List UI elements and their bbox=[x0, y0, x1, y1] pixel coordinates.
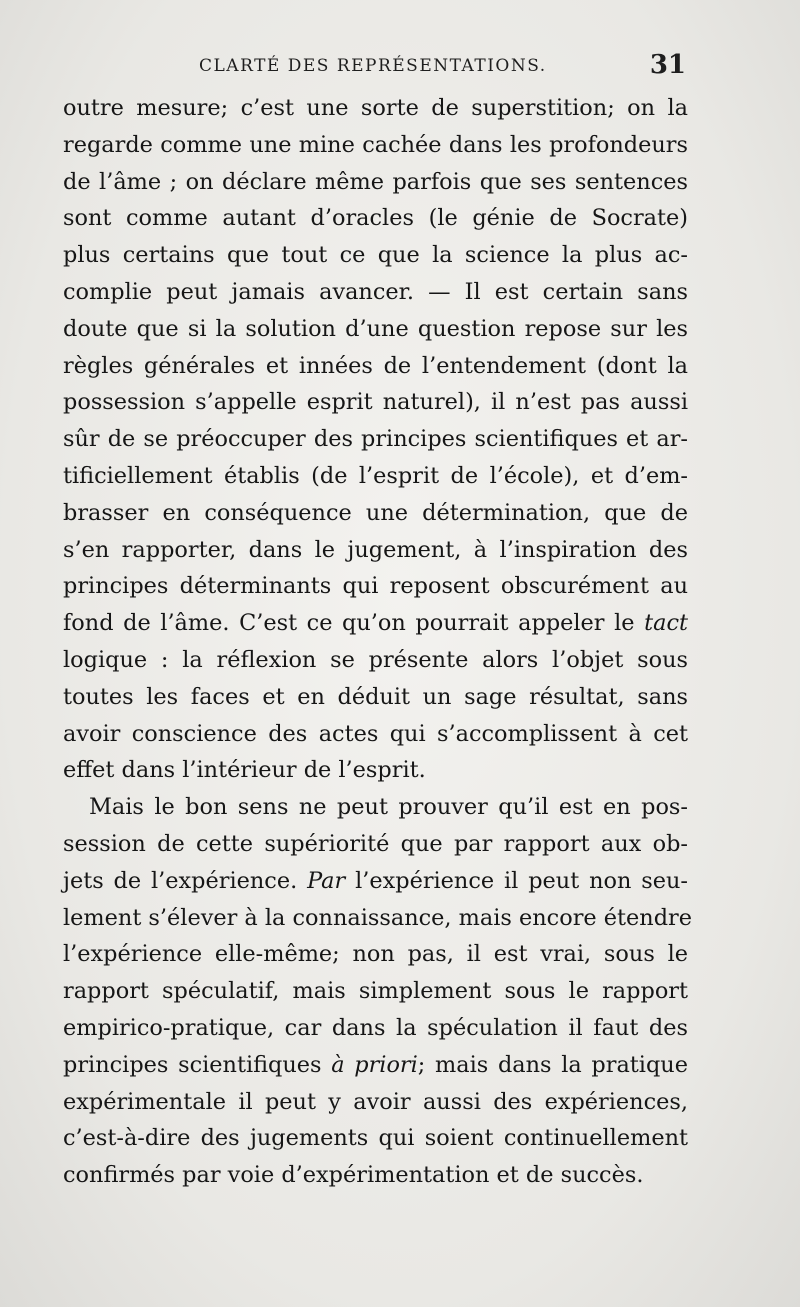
text-line: possession s’appelle esprit naturel), il n’est pas aussi bbox=[63, 389, 688, 416]
text-line: règles générales et innées de l’entendement (dont la bbox=[63, 352, 688, 379]
text-segment: principes scientifiques bbox=[63, 1051, 332, 1078]
text-line: lement s’élever à la connaissance, mais encore étendre bbox=[63, 904, 692, 931]
text-segment: fond de l’âme. C’est ce qu’on pourrait appeler le bbox=[63, 610, 645, 637]
text-line-last: confirmés par voie d’expérimentation et de succès. bbox=[63, 1162, 644, 1189]
text-line: plus certains que tout ce que la science la plus ac- bbox=[63, 242, 688, 269]
text-line: brasser en conséquence une détermination, que de bbox=[63, 499, 688, 526]
text-line: l’expérience elle-même; non pas, il est vrai, sous le bbox=[63, 941, 688, 968]
text-line: complie peut jamais avancer. — Il est certain sans bbox=[63, 278, 688, 305]
text-segment: ; mais dans la pratique bbox=[417, 1051, 688, 1078]
italic-term: à priori bbox=[331, 1051, 418, 1078]
text-line: principes déterminants qui reposent obscurément au bbox=[63, 573, 688, 600]
text-line-first: Mais le bon sens ne peut prouver qu’il est en pos- bbox=[89, 794, 688, 821]
text-line: rapport spéculatif, mais simplement sous le rapport bbox=[63, 978, 688, 1005]
page-number: 31 bbox=[649, 50, 686, 80]
page-header bbox=[63, 50, 688, 84]
text-line: s’en rapporter, dans le jugement, à l’inspiration des bbox=[63, 536, 688, 563]
text-line: doute que si la solution d’une question repose sur les bbox=[63, 315, 688, 342]
italic-term: tact bbox=[644, 610, 688, 637]
text-line-last: effet dans l’intérieur de l’esprit. bbox=[63, 757, 426, 784]
italic-term: Par bbox=[307, 867, 346, 894]
text-segment: jets de l’expérience. bbox=[63, 867, 308, 894]
text-line bbox=[63, 605, 688, 642]
text-line: de l’âme ; on déclare même parfois que ses sentences bbox=[63, 168, 688, 195]
text-line: c’est-à-dire des jugements qui soient continuellement bbox=[63, 1125, 688, 1152]
text-line: sûr de se préoccuper des principes scientifiques et ar- bbox=[63, 426, 688, 453]
text-line bbox=[63, 1047, 688, 1084]
running-head: CLARTÉ DES REPRÉSENTATIONS. bbox=[199, 56, 547, 76]
text-line: tificiellement établis (de l’esprit de l’école), et d’em- bbox=[63, 462, 688, 489]
text-line: avoir conscience des actes qui s’accomplissent à cet bbox=[63, 720, 688, 747]
text-line: session de cette supériorité que par rapport aux ob- bbox=[63, 830, 688, 857]
text-line: toutes les faces et en déduit un sage résultat, sans bbox=[63, 683, 688, 710]
text-line: empirico-pratique, car dans la spéculation il faut des bbox=[63, 1014, 688, 1041]
text-line bbox=[63, 863, 688, 900]
text-line: outre mesure; c’est une sorte de superstition; on la bbox=[63, 95, 688, 121]
body-text bbox=[63, 90, 692, 1194]
text-line: regarde comme une mine cachée dans les profondeurs bbox=[63, 131, 688, 158]
text-segment: l’expérience il peut non seu- bbox=[345, 867, 688, 894]
text-line: logique : la réflexion se présente alors l’objet sous bbox=[63, 646, 688, 673]
text-line: sont comme autant d’oracles (le génie de Socrate) bbox=[63, 205, 688, 232]
text-line: expérimentale il peut y avoir aussi des expériences, bbox=[63, 1088, 688, 1115]
